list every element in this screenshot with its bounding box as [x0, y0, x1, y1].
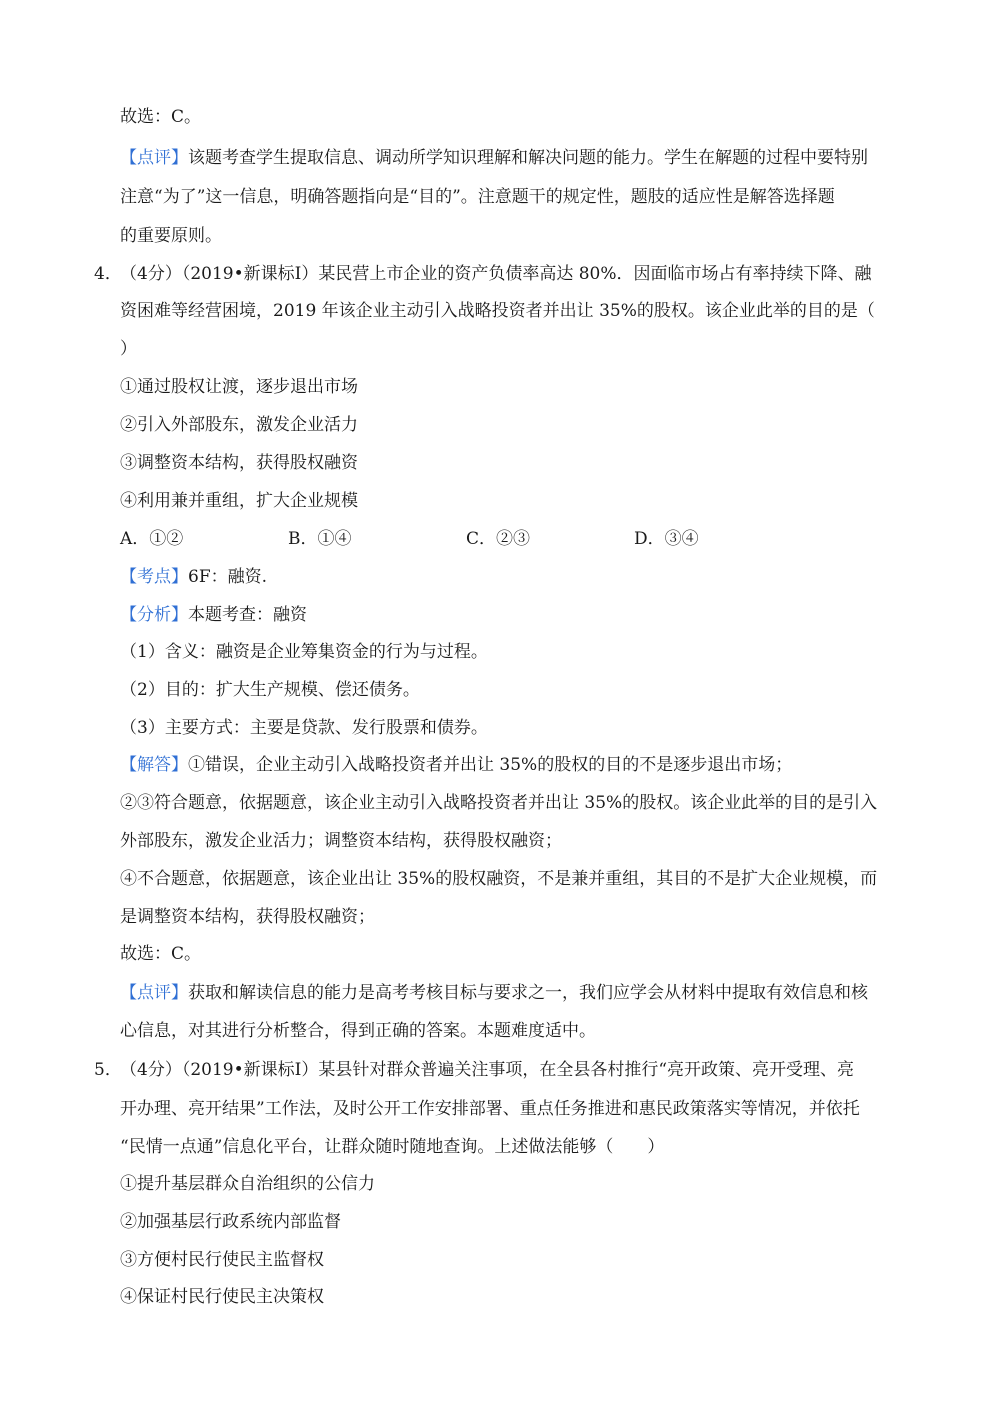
answer-text: ①错误，企业主动引入战略投资者并出让 35%的股权的目的不是逐步退出市场； — [188, 755, 793, 775]
option-a: A．①② — [120, 529, 184, 549]
answer-line: 外部股东，激发企业活力；调整资本结构，获得股权融资； — [120, 831, 562, 851]
statement-item: ④保证村民行使民主决策权 — [120, 1287, 324, 1307]
option-b: B．①④ — [288, 529, 352, 549]
prev-review-line: 注意“为了”这一信息，明确答题指向是“目的”。注意题干的规定性，题肢的适应性是解答选择题 — [120, 187, 835, 207]
answer-line: 是调整资本结构，获得股权融资； — [120, 907, 375, 927]
statement-item: ①提升基层群众自治组织的公信力 — [120, 1174, 375, 1194]
question-number: 5． — [94, 1060, 122, 1080]
statement-item: ②加强基层行政系统内部监督 — [120, 1212, 341, 1232]
review-tag: 【点评】 — [120, 983, 188, 1003]
prev-review-line: 的重要原则。 — [120, 226, 222, 246]
review-text: 获取和解读信息的能力是高考考核目标与要求之一，我们应学会从材料中提取有效信息和核 — [188, 983, 868, 1003]
question-stem-line: 资困难等经营困境，2019 年该企业主动引入战略投资者并出让 35%的股权。该企业此举的目的是（ — [120, 301, 875, 321]
question-stem-line: 开办理、亮开结果”工作法，及时公开工作安排部署、重点任务推进和惠民政策落实等情况，并依托 — [120, 1099, 860, 1119]
answer-tag: 【解答】 — [120, 755, 188, 775]
review-tag: 【点评】 — [120, 148, 188, 168]
option-c: C．②③ — [466, 529, 531, 549]
analysis-text: 本题考查：融资 — [188, 605, 307, 625]
review-line: 心信息，对其进行分析整合，得到正确的答案。本题难度适中。 — [120, 1021, 596, 1041]
statement-item: ③调整资本结构，获得股权融资 — [120, 453, 358, 473]
question-stem-line: ） — [120, 339, 137, 359]
statement-item: ②引入外部股东，激发企业活力 — [120, 415, 358, 435]
review — [120, 980, 910, 1006]
question-stem-line: （4分）（2019•新课标Ⅰ）某民营上市企业的资产负债率高达 80%．因面临市场占有率持续下降、融 — [120, 264, 872, 284]
analysis — [120, 602, 910, 628]
prev-review — [120, 145, 910, 171]
review-text: 该题考查学生提取信息、调动所学知识理解和解决问题的能力。学生在解题的过程中要特别 — [188, 148, 868, 168]
analysis-tag: 【分析】 — [120, 605, 188, 625]
option-d: D．③④ — [634, 529, 699, 549]
question-stem-line: “民情一点通”信息化平台，让群众随时随地查询。上述做法能够（ ） — [120, 1137, 665, 1157]
analysis-point: （2）目的：扩大生产规模、偿还债务。 — [120, 680, 420, 700]
statement-item: ④利用兼并重组，扩大企业规模 — [120, 491, 358, 511]
question-stem-line: （4分）（2019•新课标Ⅰ）某县针对群众普遍关注事项，在全县各村推行“亮开政策、亮开受理、亮 — [120, 1060, 855, 1080]
prev-conclusion: 故选：C。 — [120, 107, 202, 127]
kaodian-tag: 【考点】 — [120, 567, 188, 587]
kaodian — [120, 564, 910, 590]
analysis-point: （1）含义：融资是企业筹集资金的行为与过程。 — [120, 642, 488, 662]
answer — [120, 752, 910, 778]
kaodian-text: 6F：融资. — [188, 567, 268, 587]
question-number: 4． — [94, 264, 122, 284]
answer-line: ④不合题意，依据题意，该企业出让 35%的股权融资，不是兼并重组，其目的不是扩大企业规模，而 — [120, 869, 878, 889]
answer-conclusion: 故选：C。 — [120, 944, 202, 964]
statement-item: ③方便村民行使民主监督权 — [120, 1250, 324, 1270]
answer-line: ②③符合题意，依据题意，该企业主动引入战略投资者并出让 35%的股权。该企业此举的目的是引入 — [120, 793, 878, 813]
analysis-point: （3）主要方式：主要是贷款、发行股票和债券。 — [120, 718, 488, 738]
statement-item: ①通过股权让渡，逐步退出市场 — [120, 377, 358, 397]
